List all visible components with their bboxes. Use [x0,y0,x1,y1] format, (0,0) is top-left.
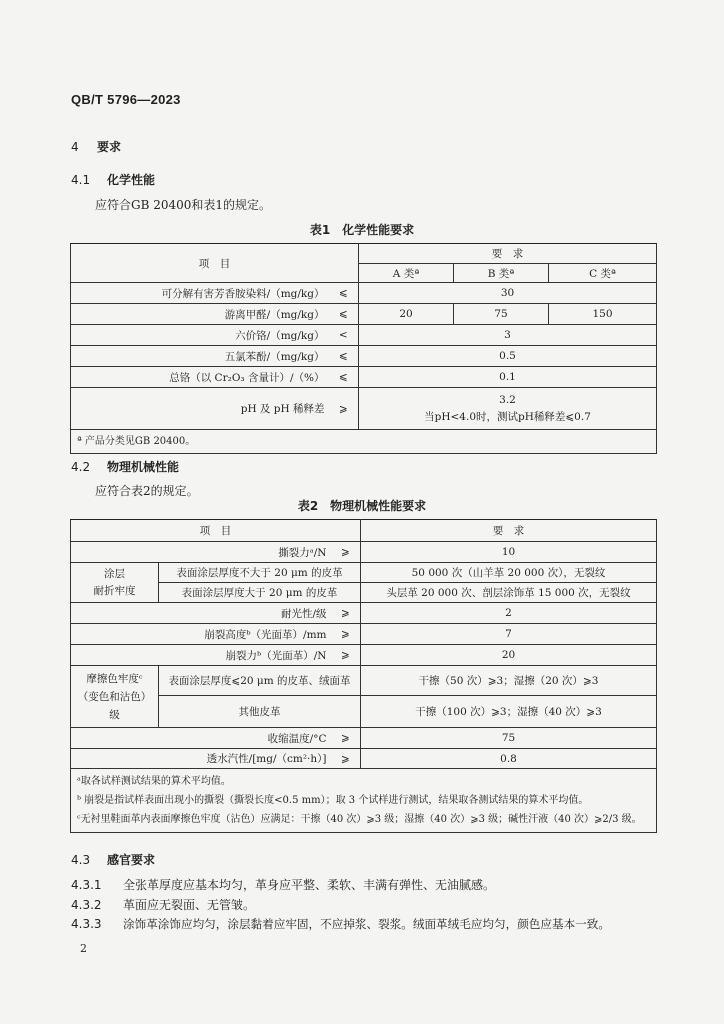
table-row [71,749,657,769]
row-symbol: ⩾ [331,645,361,666]
document-code: QB/T 5796—2023 [71,92,181,107]
table-row [71,645,657,666]
table2 [70,519,657,833]
row-item: pH 及 pH 稀释差 [71,388,329,430]
row-item: 撕裂力ᵃ/N [71,542,331,563]
list-item [71,896,255,913]
row-item: 耐光性/级 [71,603,331,624]
item-text: 涂饰革涂饰应均匀，涂层黏着应牢固，不应掉浆、裂浆。绒面革绒毛应均匀，颜色应基本一致。 [123,917,610,931]
section-4-1-heading [71,171,155,188]
row-value: 7 [361,624,657,645]
footnote: ᵃ取各试样测试结果的算术平均值。 [77,776,231,787]
row-item: 崩裂力ᵇ（光面革）/N [71,645,331,666]
section-number: 4.2 [71,460,91,474]
table1-header-item: 项 目 [71,244,359,283]
row-group-label: 摩擦色牢度ᶜ （变色和沾色） 级 [71,666,159,728]
row-value-note: 当pH<4.0时，测试pH稀释差⩽0.7 [424,410,591,423]
item-text: 革面应无裂面、无管皱。 [123,898,256,912]
row-value: 3 [359,325,657,346]
row-symbol: ⩽ [329,304,359,325]
paragraph: 应符合表2的规定。 [95,484,199,498]
row-item: 表面涂层厚度⩽20 μm 的皮革、绒面革 [159,666,361,696]
row-symbol: ⩾ [331,542,361,563]
section-title: 物理机械性能 [107,460,180,474]
table1-footnote: ª 产品分类见GB 20400。 [71,430,657,454]
section-title: 感官要求 [107,853,156,867]
table-row [71,583,657,603]
row-item: 其他皮革 [159,696,361,728]
row-value-b: 75 [454,304,549,325]
table-row [71,367,657,388]
row-symbol: ⩾ [329,388,359,430]
row-symbol: ⩾ [331,603,361,624]
row-value: 3.2 [499,393,516,406]
row-item: 总铬（以 Cr₂O₃ 含量计）/（%） [71,367,329,388]
row-symbol: ⩽ [329,367,359,388]
row-symbol: ⩾ [331,624,361,645]
row-value: 50 000 次（山羊革 20 000 次），无裂纹 [361,563,657,583]
row-item: 表面涂层厚度不大于 20 μm 的皮革 [159,563,361,583]
table1-header-c: C 类ª [549,264,657,283]
table2-header-req: 要 求 [361,520,657,542]
table-row [71,603,657,624]
table2-caption: 表2 物理机械性能要求 [297,499,427,513]
page-number: 2 [80,942,87,955]
row-item: 可分解有害芳香胺染料/（mg/kg） [71,283,329,304]
list-item [71,916,671,932]
table1-header-req: 要 求 [359,244,657,264]
list-item [71,876,495,893]
table-row [71,325,657,346]
table-row [71,624,657,645]
row-value: 0.1 [359,367,657,388]
table-row [71,696,657,728]
row-value: 10 [361,542,657,563]
row-value: 干擦（50 次）⩾3；湿擦（20 次）⩾3 [361,666,657,696]
table-row [71,728,657,749]
row-value: 头层革 20 000 次、剖层涂饰革 15 000 次，无裂纹 [361,583,657,603]
row-item: 游离甲醛/（mg/kg） [71,304,329,325]
table1-header-a: A 类ª [359,264,454,283]
table1 [70,243,657,454]
row-value: 干擦（100 次）⩾3；湿擦（40 次）⩾3 [361,696,657,728]
section-4-2-heading [71,458,179,475]
row-item: 透水汽性/[mg/（cm²·h）] [71,749,331,769]
table2-header-item: 项 目 [71,520,361,542]
table-row [71,563,657,583]
table1-caption: 表1 化学性能要求 [309,223,415,237]
row-value: 2 [361,603,657,624]
section-number: 4.3 [71,853,91,867]
row-symbol: ⩾ [331,749,361,769]
table-row [71,346,657,367]
row-group-label: 涂层 耐折牢度 [71,563,159,603]
footnote: ᶜ无衬里鞋面革内表面摩擦色牢度（沾色）应满足：干擦（40 次）⩾3 级；湿擦（40 次）⩾3 级；碱性汗液（40 次）⩾2/3 级。 [77,814,642,825]
row-item: 崩裂高度ᵇ（光面革）/mm [71,624,331,645]
row-item: 表面涂层厚度大于 20 μm 的皮革 [159,583,361,603]
table-row [71,388,657,430]
row-item: 五氯苯酚/（mg/kg） [71,346,329,367]
section-title: 要求 [97,140,122,154]
row-value: 0.8 [361,749,657,769]
row-value: 20 [361,645,657,666]
section-4-heading [71,138,121,155]
row-value: 0.5 [359,346,657,367]
row-value: 75 [361,728,657,749]
row-symbol: ⩽ [329,346,359,367]
table2-footnotes [71,769,657,833]
section-number: 4.1 [71,173,91,187]
item-number: 4.3.1 [71,878,102,892]
row-symbol: < [329,325,359,346]
table1-header-b: B 类ª [454,264,549,283]
section-number: 4 [71,140,79,154]
section-4-3-heading [71,851,155,868]
row-symbol: ⩽ [329,283,359,304]
row-value-a: 20 [359,304,454,325]
table-row [71,304,657,325]
item-text: 全张革厚度应基本均匀，革身应平整、柔软、丰满有弹性、无油腻感。 [123,878,496,892]
row-symbol: ⩾ [331,728,361,749]
section-title: 化学性能 [107,173,156,187]
footnote: ᵇ 崩裂是指试样表面出现小的撕裂（撕裂长度<0.5 mm）；取 3 个试样进行测试，结果取各测试结果的算术平均值。 [77,795,589,806]
item-number: 4.3.2 [71,898,102,912]
table-row [71,666,657,696]
row-value-cell [359,388,657,430]
row-item: 收缩温度/°C [71,728,331,749]
row-value-c: 150 [549,304,657,325]
paragraph: 应符合GB 20400和表1的规定。 [95,198,272,212]
row-value: 30 [359,283,657,304]
table-row [71,283,657,304]
table-row [71,542,657,563]
row-item: 六价铬/（mg/kg） [71,325,329,346]
item-number: 4.3.3 [71,917,102,931]
